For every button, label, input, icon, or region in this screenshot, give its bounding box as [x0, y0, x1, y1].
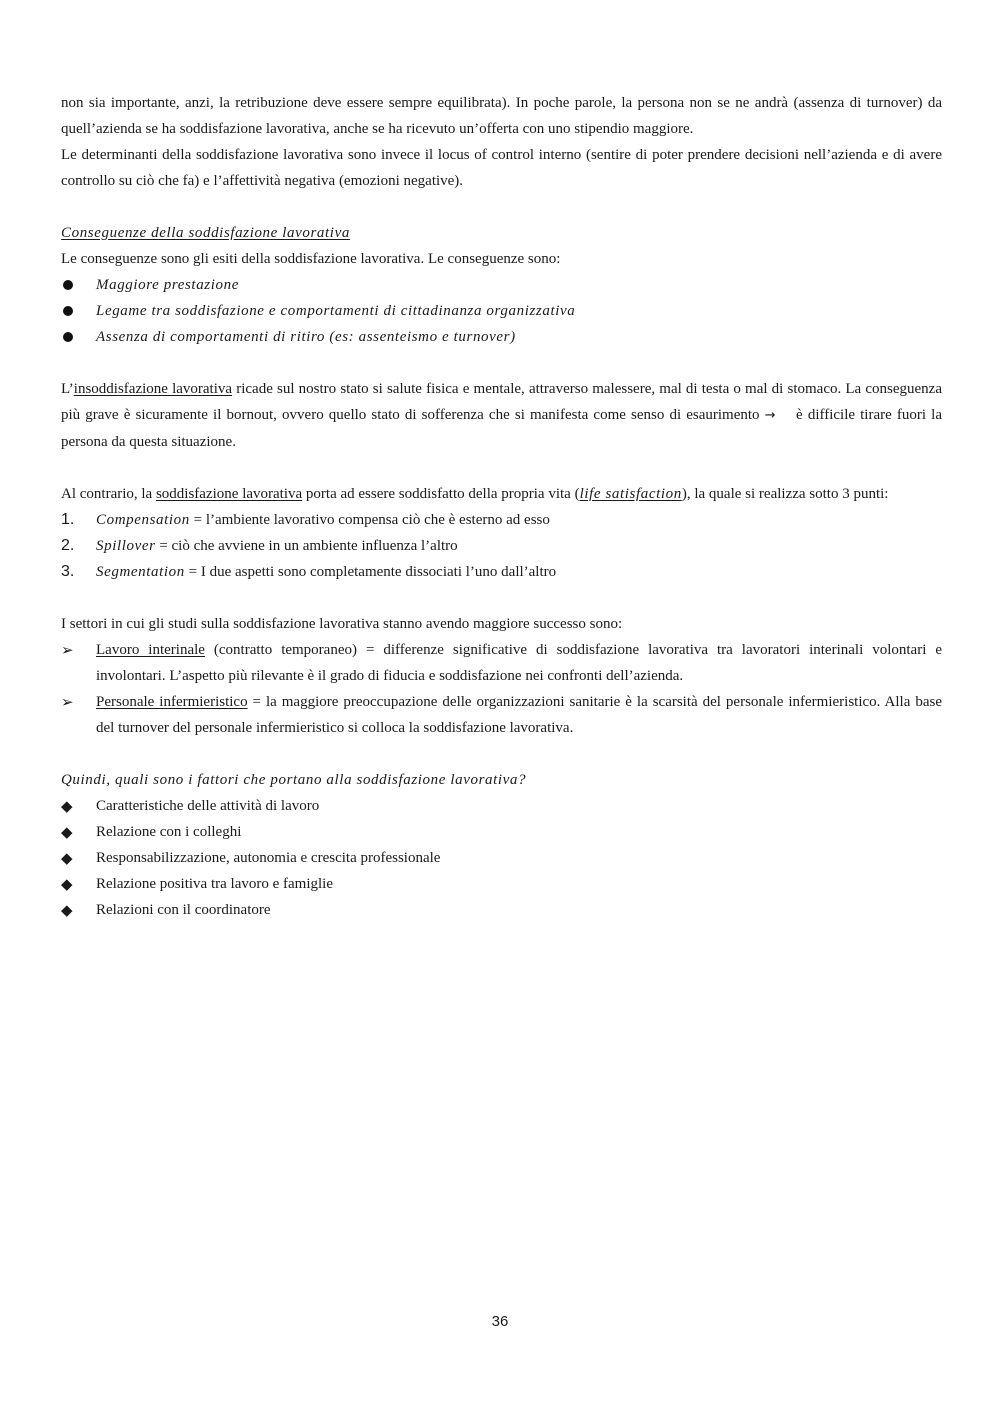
- consequences-list: [61, 272, 942, 350]
- bullet-dot-icon: [63, 280, 73, 290]
- diamond-bullet-icon: ◆: [61, 823, 73, 841]
- bullet-dot-icon: [63, 332, 73, 342]
- list-item: Maggiore prestazione: [61, 272, 942, 298]
- factors-question: Quindi, quali sono i fattori che portano alla soddisfazione lavorativa?: [61, 772, 527, 788]
- page-number: 36: [491, 1313, 509, 1330]
- list-item: ◆ Relazione positiva tra lavoro e famiglie: [61, 871, 942, 897]
- consequences-heading: Conseguenze della soddisfazione lavorativa: [61, 225, 350, 241]
- page-content: [61, 90, 942, 923]
- list-item: ◆ Caratteristiche delle attività di lavoro: [61, 793, 942, 819]
- arrowhead-bullet-icon: ➢: [61, 693, 74, 711]
- list-item: ◆ Relazioni con il coordinatore: [61, 897, 942, 923]
- sectors-list: [61, 637, 942, 741]
- dissatisfaction-paragraph: L’insoddisfazione lavorativa ricade sul nostro stato si salute fisica e mentale, attraverso malessere, mal di testa o mal di stomaco. La conseguenza più grave è sicuramente il bornout, ovvero quello stato di sofferenza che si manifesta come senso di esaurimento → è difficile tirare fuori la persona da questa situazione.: [61, 381, 943, 450]
- intro-paragraph-2: Le determinanti della soddisfazione lavorativa sono invece il locus of control interno (sentire di poter prendere decisioni nell’azienda e di avere controllo su ciò che fa) e l’affettività negativa (emozioni negative).: [61, 147, 942, 189]
- list-item: 3. Segmentation = I due aspetti sono completamente dissociati l’uno dall’altro: [61, 559, 942, 585]
- list-item: ➢ Personale infermieristico = la maggiore preoccupazione delle organizzazioni sanitarie è la scarsità del personale infermieristico. Alla base del turnover del personale infermieristico si colloca la soddisfazione lavorativa.: [61, 689, 942, 741]
- diamond-bullet-icon: ◆: [61, 797, 73, 815]
- list-number: 2.: [61, 537, 75, 554]
- list-item: Assenza di comportamenti di ritiro (es: assenteismo e turnover): [61, 324, 942, 350]
- consequences-lead: Le conseguenze sono gli esiti della soddisfazione lavorativa. Le conseguenze sono:: [61, 251, 561, 267]
- list-item: ➢ Lavoro interinale (contratto temporaneo) = differenze significative di soddisfazione lavorativa tra lavoratori interinali volontari e involontari. L’aspetto più rilevante è il grado di fiducia e soddisfazione nei confronti dell’azienda.: [61, 637, 942, 689]
- list-item: ◆ Responsabilizzazione, autonomia e crescita professionale: [61, 845, 942, 871]
- intro-paragraph-1: non sia importante, anzi, la retribuzione deve essere sempre equilibrata). In poche parole, la persona non se ne andrà (assenza di turnover) da quell’azienda se ha soddisfazione lavorativa, anche se ha ricevuto un’offerta con uno stipendio maggiore.: [61, 95, 942, 137]
- factors-list: [61, 793, 942, 923]
- diamond-bullet-icon: ◆: [61, 901, 73, 919]
- satisfaction-points-list: [61, 507, 942, 585]
- diamond-bullet-icon: ◆: [61, 875, 73, 893]
- list-number: 1.: [61, 511, 75, 528]
- sectors-lead: I settori in cui gli studi sulla soddisfazione lavorativa stanno avendo maggiore successo sono:: [61, 616, 623, 632]
- bullet-dot-icon: [63, 306, 73, 316]
- right-arrow-icon: →: [764, 408, 776, 423]
- list-number: 3.: [61, 563, 75, 580]
- list-item: Legame tra soddisfazione e comportamenti di cittadinanza organizzativa: [61, 298, 942, 324]
- diamond-bullet-icon: ◆: [61, 849, 73, 867]
- list-item: 1. Compensation = l’ambiente lavorativo compensa ciò che è esterno ad esso: [61, 507, 942, 533]
- list-item: ◆ Relazione con i colleghi: [61, 819, 942, 845]
- satisfaction-paragraph: Al contrario, la soddisfazione lavorativa porta ad essere soddisfatto della propria vita (life satisfaction), la quale si realizza sotto 3 punti:: [61, 486, 889, 502]
- arrowhead-bullet-icon: ➢: [61, 641, 74, 659]
- list-item: 2. Spillover = ciò che avviene in un ambiente influenza l’altro: [61, 533, 942, 559]
